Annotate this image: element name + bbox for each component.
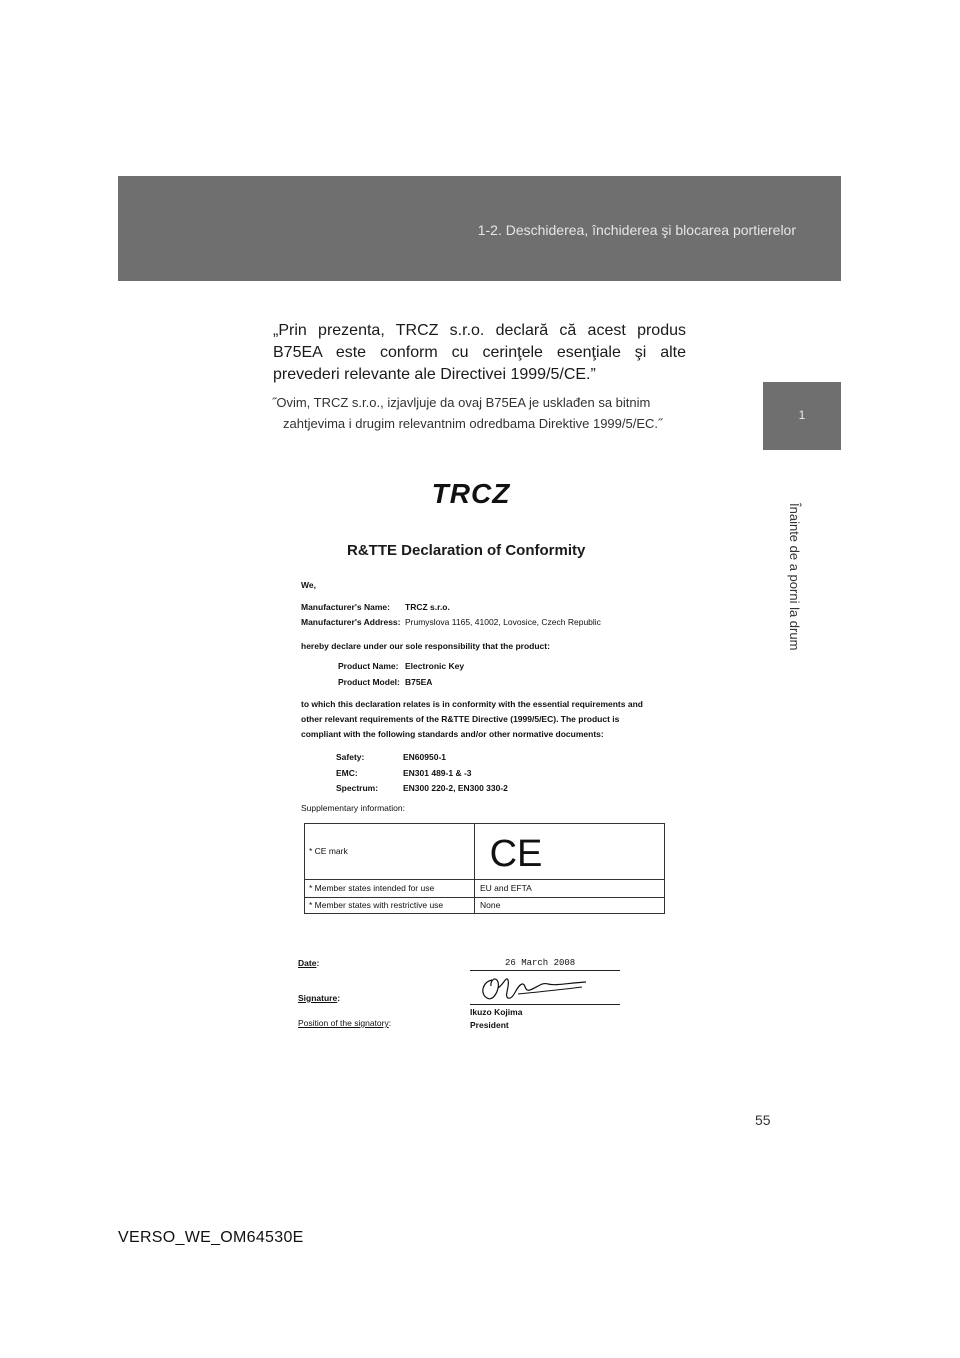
page-number: 55 [755,1112,771,1128]
chapter-tab [763,382,841,450]
ce-mark-text: CE [489,834,543,870]
standard-value-emc: EN301 489-1 & -3 [403,768,472,778]
table-row-label-intended: * Member states intended for use [309,883,435,893]
we-label: We, [301,580,316,590]
ce-mark-icon [488,834,544,870]
section-title: 1-2. Deschiderea, închiderea şi blocarea portierelor [477,222,796,238]
position-value: President [470,1020,509,1030]
standard-value-safety: EN60950-1 [403,752,447,762]
product-model: B75EA [405,677,433,687]
date-label: Date [298,958,317,968]
standard-label-emc: EMC: [336,768,358,778]
signatory-name: Ikuzo Kojima [470,1007,523,1017]
conformity-line-2: other relevant requirements of the R&TTE Directive (1999/5/EC). The product is [301,714,620,724]
table-row-label-ce-mark: * CE mark [309,846,348,856]
standard-label-safety: Safety: [336,752,365,762]
chapter-label: Înainte de a porni la drum [787,503,802,651]
product-name: Electronic Key [405,661,465,671]
manufacturer-name-label: Manufacturer's Name: [301,602,390,612]
standard-label-spectrum: Spectrum: [336,783,379,793]
date-row: Date: [298,958,320,968]
signature-label: Signature [298,993,338,1003]
declaration-text-romanian: „Prin prezenta, TRCZ s.r.o. declară că acest produs B75EA este conform cu cerinţele esenţiale şi alte prevederi relevante ale Directivei 1999/5/CE.” [273,322,686,383]
chapter-number: 1 [798,408,806,422]
croatian-line-2: zahtjevima i drugim relevantnim odredbama Direktive 1999/5/EC.˝ [283,416,663,431]
conformity-line-1: to which this declaration relates is in conformity with the essential requirements and [301,699,643,709]
trcz-logo [415,478,527,508]
table-row-label-restrictive: * Member states with restrictive use [309,900,444,910]
supplementary-label: Supplementary information: [301,803,405,813]
date-value: 26 March 2008 [505,958,576,968]
signature-line [470,1004,620,1005]
table-row-value-restrictive: None [480,900,501,910]
signature-row: Signature: [298,993,341,1003]
position-label: Position of the signatory [298,1018,389,1028]
document-code: VERSO_WE_OM64530E [118,1229,304,1246]
conformity-line-3: compliant with the following standards and/or other normative documents: [301,729,604,739]
product-model-label: Product Model: [338,677,400,687]
manufacturer-address: Prumyslova 1165, 41002, Lovosice, Czech Republic [405,617,601,627]
supplementary-table [304,823,665,914]
table-divider [305,879,664,880]
croatian-line-1: ˝Ovim, TRCZ s.r.o., izjavljuje da ovaj B75EA je usklađen sa bitnim [272,395,651,410]
standard-value-spectrum: EN300 220-2, EN300 330-2 [403,783,508,793]
declaration-title: R&TTE Declaration of Conformity [347,542,586,559]
product-name-label: Product Name: [338,661,399,671]
table-divider [305,897,664,898]
table-row-value-intended: EU and EFTA [480,883,532,893]
position-row: Position of the signatory: [298,1018,392,1028]
manufacturer-name: TRCZ s.r.o. [405,602,450,612]
declaration-text-croatian [272,392,688,434]
signature-mark [478,972,590,1006]
declare-text: hereby declare under our sole responsibility that the product: [301,641,550,651]
date-line [470,970,620,971]
table-divider [474,824,475,913]
trcz-logo-text: TRCZ [431,478,511,508]
manufacturer-address-label: Manufacturer's Address: [301,617,401,627]
section-header-band [118,176,841,281]
